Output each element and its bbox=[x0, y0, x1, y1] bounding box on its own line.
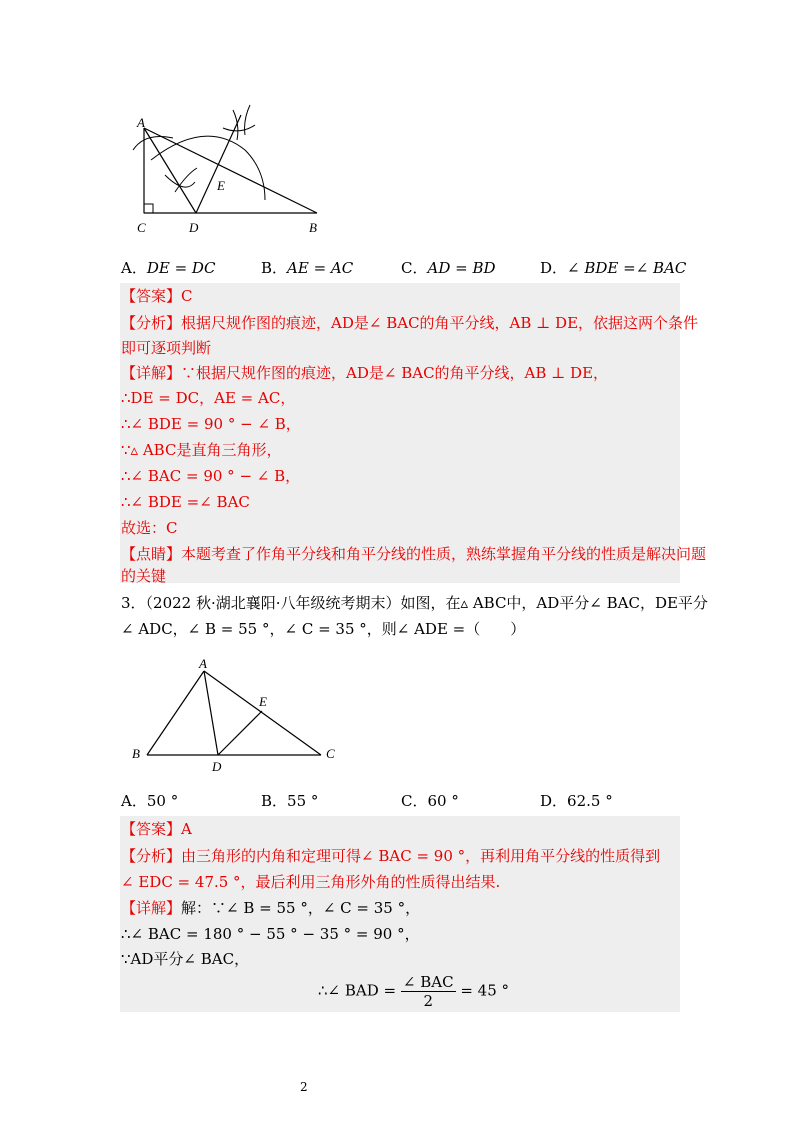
label-A: A bbox=[199, 656, 207, 671]
q2-analysis-line-2: 即可逐项判断 bbox=[121, 339, 212, 357]
option-d: D．62.5 ° bbox=[540, 792, 613, 810]
q3-answer: 【答案】A bbox=[121, 820, 192, 838]
q3-detail-line-1: 【详解】解：∵∠ B = 55 °，∠ C = 35 °， bbox=[121, 899, 421, 917]
q2-comment-line-1: 【点睛】本题考查了作角平分线和角平分线的性质，熟练掌握角平分线的性质是解决问题 bbox=[121, 545, 707, 563]
figure-2-triangle bbox=[128, 652, 348, 777]
q2-choice: 故选：C bbox=[121, 519, 178, 537]
q3-analysis-line-1: 【分析】由三角形的内角和定理可得∠ BAC = 90 °，再利用角平分线的性质得到 bbox=[121, 847, 661, 865]
q2-analysis-line-1: 【分析】根据尺规作图的痕迹，AD是∠ BAC的角平分线，AB ⊥ DE，依据这两个条件 bbox=[121, 314, 699, 332]
option-c: C．AD = BD bbox=[401, 259, 496, 277]
label-B: B bbox=[309, 220, 317, 235]
option-d: D．∠ BDE =∠ BAC bbox=[540, 259, 687, 277]
q2-detail-line-2: ∴DE = DC，AE = AC， bbox=[121, 389, 296, 407]
option-c: C．60 ° bbox=[401, 792, 459, 810]
label-E: E bbox=[217, 178, 225, 193]
option-b: B．55 ° bbox=[261, 792, 319, 810]
option-b: B．AE = AC bbox=[261, 259, 354, 277]
option-a: A．DE = DC bbox=[121, 259, 216, 277]
q2-answer: 【答案】C bbox=[121, 287, 193, 305]
q3-formula: ∴∠ BAD = $\frac{\text{∠ BAC}}{2}$ = 45 ° bbox=[318, 973, 510, 1010]
q2-comment-line-2: 的关键 bbox=[121, 567, 167, 585]
label-B: B bbox=[132, 746, 140, 761]
q3-analysis-line-2: ∠ EDC = 47.5 °，最后利用三角形外角的性质得出结果. bbox=[121, 873, 501, 891]
q2-detail-line-4: ∵▵ ABC是直角三角形， bbox=[121, 441, 282, 459]
q2-detail-line-5: ∴∠ BAC = 90 ° − ∠ B， bbox=[121, 467, 301, 485]
q2-detail-line-3: ∴∠ BDE = 90 ° − ∠ B， bbox=[121, 415, 301, 433]
label-D: D bbox=[212, 759, 222, 774]
figure-1-construction bbox=[125, 100, 335, 240]
label-A: A bbox=[137, 115, 145, 130]
q3-detail-line-3: ∵AD平分∠ BAC， bbox=[121, 950, 250, 968]
label-D: D bbox=[189, 220, 199, 235]
q2-detail-line-6: ∴∠ BDE =∠ BAC bbox=[121, 493, 250, 511]
page-number: 2 bbox=[300, 1080, 308, 1094]
q3-detail-line-2: ∴∠ BAC = 180 ° − 55 ° − 35 ° = 90 °， bbox=[121, 925, 420, 943]
q3-stem-line-2: ∠ ADC，∠ B = 55 °，∠ C = 35 °，则∠ ADE =（ ） bbox=[121, 620, 526, 638]
label-C: C bbox=[326, 746, 335, 761]
q3-stem-line-1: 3．（2022 秋·湖北襄阳·八年级统考期末）如图，在▵ ABC中，AD平分∠ BAC，DE平分 bbox=[121, 594, 708, 612]
label-C: C bbox=[137, 220, 146, 235]
label-E: E bbox=[259, 694, 267, 709]
q2-detail-line-1: 【详解】∵根据尺规作图的痕迹，AD是∠ BAC的角平分线，AB ⊥ DE， bbox=[121, 364, 609, 382]
option-a: A．50 ° bbox=[121, 792, 179, 810]
fraction: $\frac{\text{∠ BAC}}{2}$ bbox=[402, 973, 454, 1010]
